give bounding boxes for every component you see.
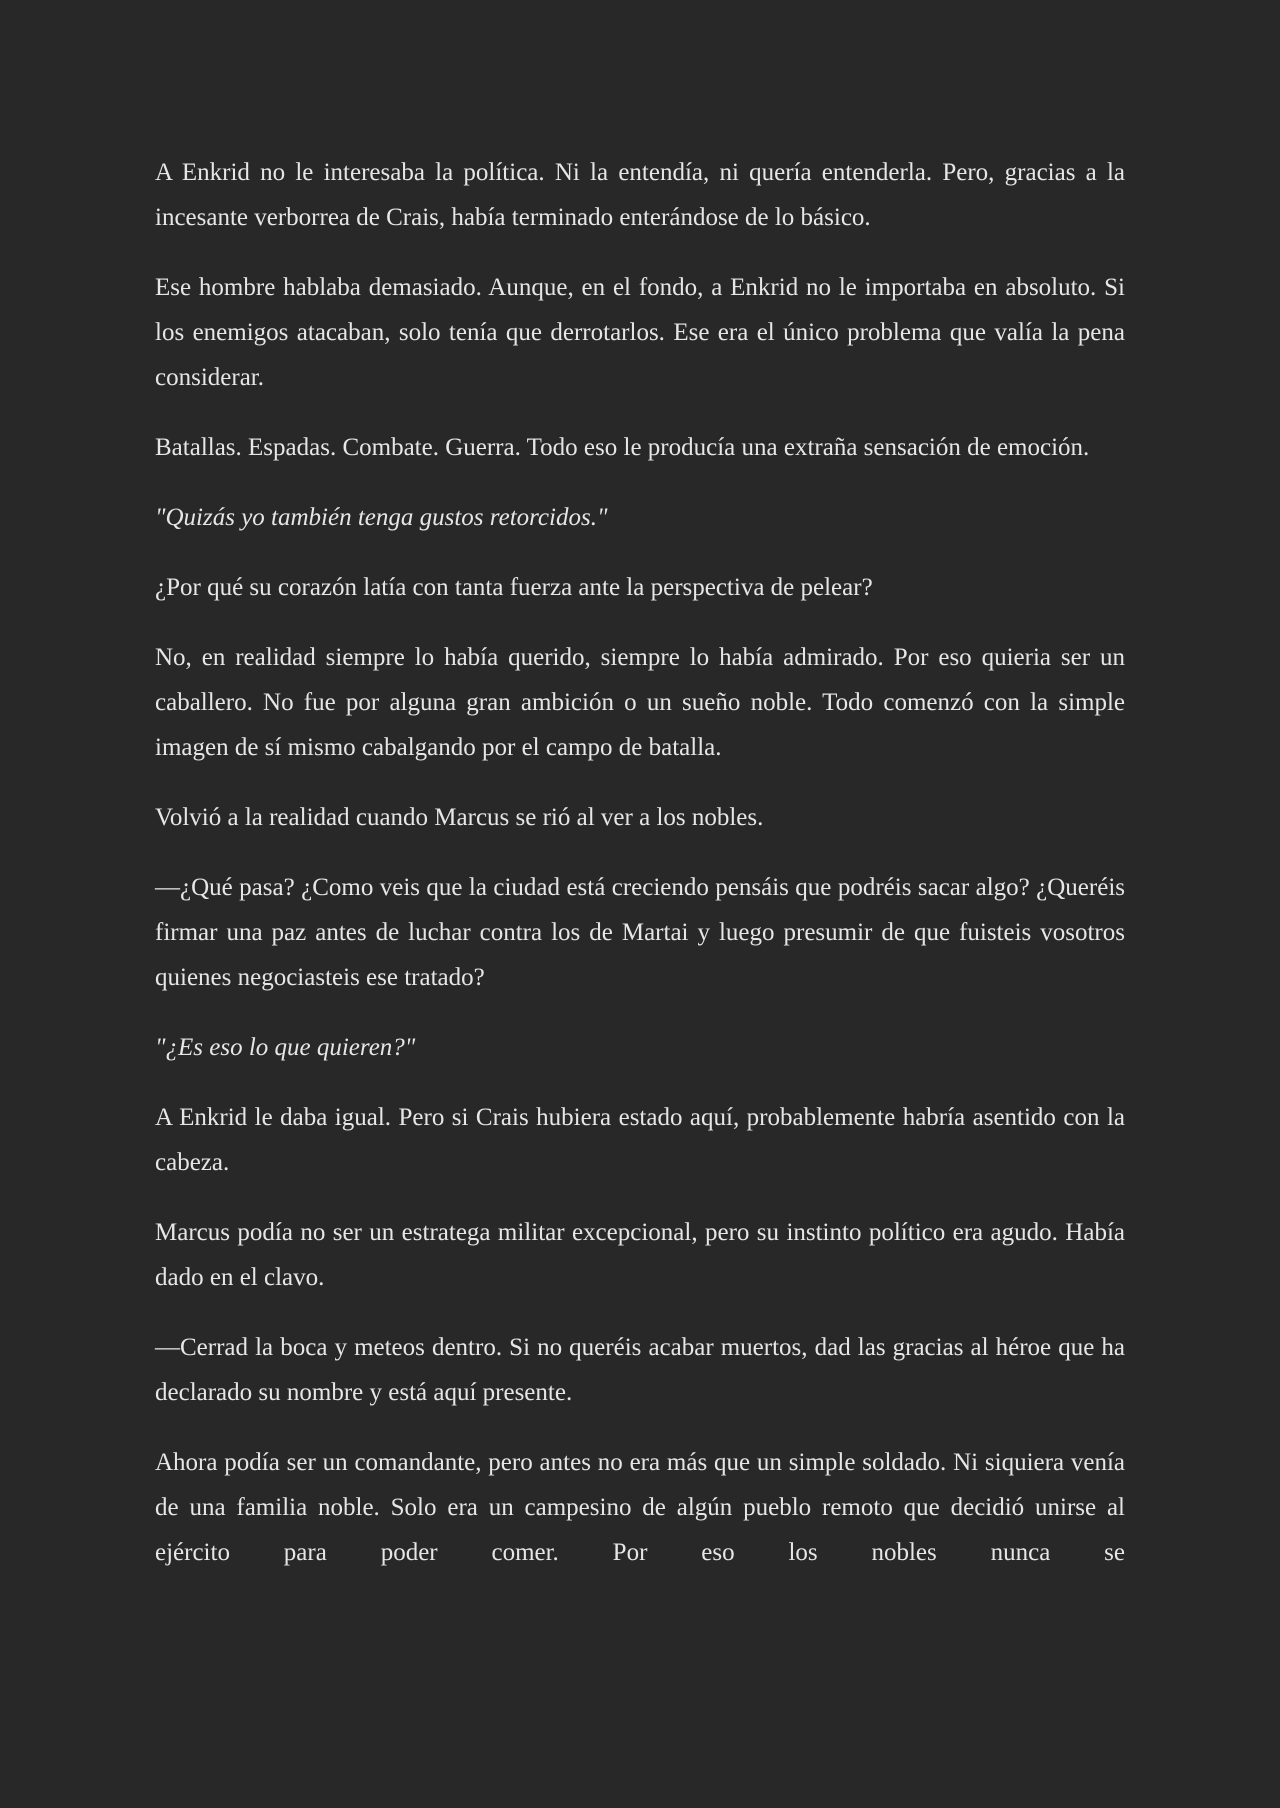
thought-paragraph: "¿Es eso lo que quieren?" — [155, 1034, 416, 1061]
paragraph-continued: Ahora podía ser un comandante, pero antes no era más que un simple soldado. Ni siquiera venía de una familia noble. Solo era un campesino de algún pueblo remoto que decidió unirse al ejército para poder comer. Por eso los nobles nunca se — [155, 1449, 1125, 1566]
paragraph: ¿Por qué su corazón latía con tanta fuerza ante la perspectiva de pelear? — [155, 574, 873, 601]
paragraph: Volvió a la realidad cuando Marcus se rió al ver a los nobles. — [155, 804, 764, 831]
dialogue-paragraph: —Cerrad la boca y meteos dentro. Si no queréis acabar muertos, dad las gracias al héroe que ha declarado su nombre y está aquí presente. — [155, 1334, 1125, 1406]
paragraph: Ese hombre hablaba demasiado. Aunque, en el fondo, a Enkrid no le importaba en absoluto. Si los enemigos atacaban, solo tenía que derrotarlos. Ese era el único problema que valía la pena considerar. — [155, 274, 1125, 391]
text-body — [155, 150, 1125, 1575]
paragraph: Marcus podía no ser un estratega militar excepcional, pero su instinto político era agudo. Había dado en el clavo. — [155, 1219, 1125, 1291]
thought-paragraph: "Quizás yo también tenga gustos retorcidos." — [155, 504, 608, 531]
paragraph: No, en realidad siempre lo había querido, siempre lo había admirado. Por eso quieria ser un caballero. No fue por alguna gran ambición o un sueño noble. Todo comenzó con la simple imagen de sí mismo cabalgando por el campo de batalla. — [155, 644, 1125, 761]
paragraph: Batallas. Espadas. Combate. Guerra. Todo eso le producía una extraña sensación de emoción. — [155, 434, 1090, 461]
dialogue-paragraph: —¿Qué pasa? ¿Como veis que la ciudad está creciendo pensáis que podréis sacar algo? ¿Queréis firmar una paz antes de luchar contra los de Martai y luego presumir de que fuisteis vosotros quienes negociasteis ese tratado? — [155, 874, 1125, 991]
paragraph: A Enkrid le daba igual. Pero si Crais hubiera estado aquí, probablemente habría asentido con la cabeza. — [155, 1104, 1125, 1176]
paragraph: A Enkrid no le interesaba la política. Ni la entendía, ni quería entenderla. Pero, gracias a la incesante verborrea de Crais, había terminado enterándose de lo básico. — [155, 159, 1125, 231]
